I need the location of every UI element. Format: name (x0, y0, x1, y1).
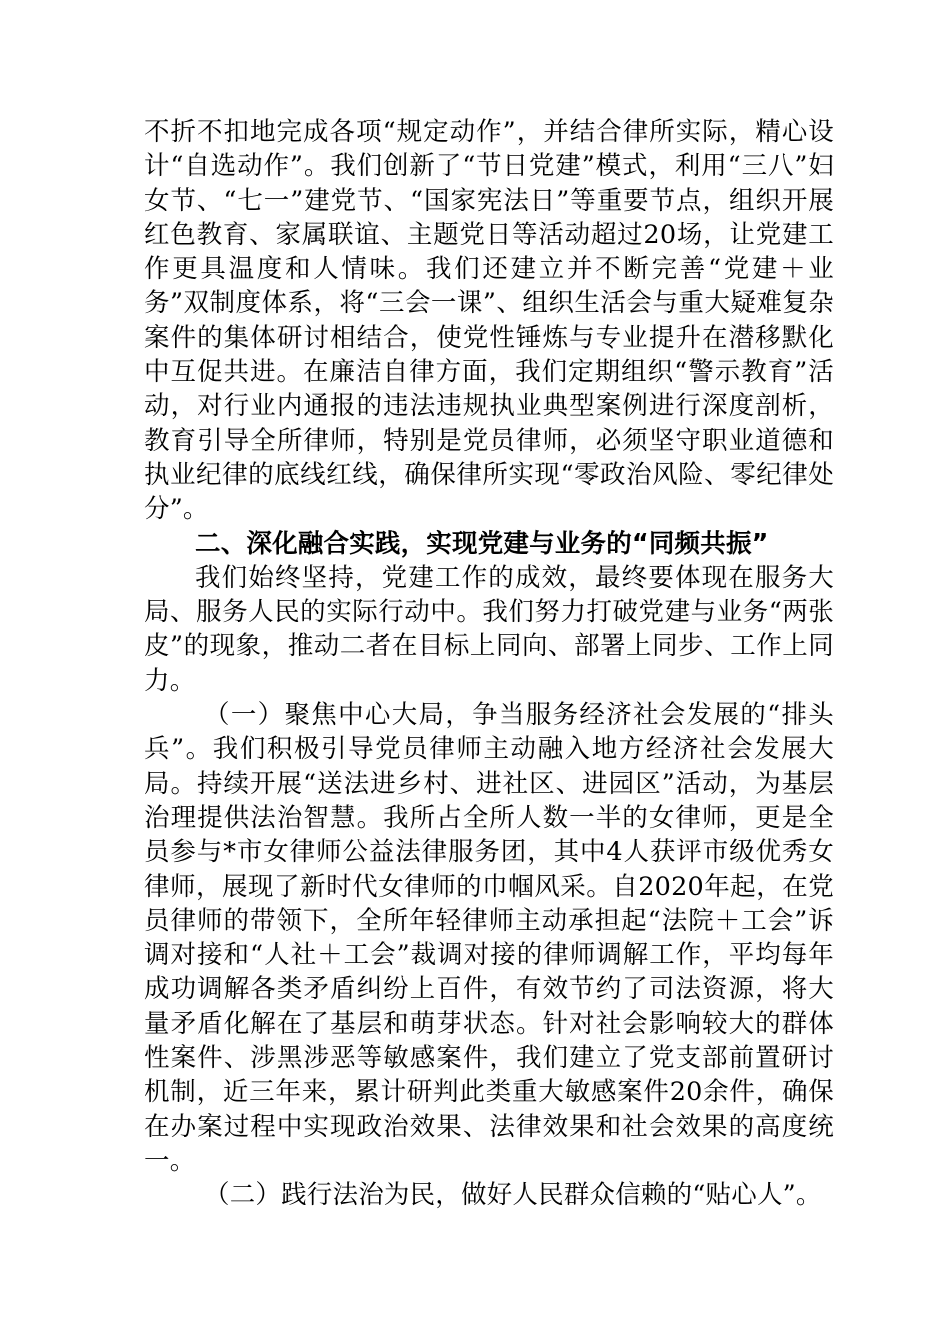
paragraph-party-building-practice: 不折不扣地完成各项“规定动作”，并结合律所实际，精心设计“自选动作”。我们创新了“节日党建”模式，利用“三八”妇女节、“七一”建党节、“国家宪法日”等重要节点，组织开展红色教育、家属联谊、主题党日等活动超过20场，让党建工作更具温度和人情味。我们还建立并不断完善“党建＋业务”双制度体系，将“三会一课”、组织生活会与重大疑难复杂案件的集体研讨相结合，使党性锤炼与专业提升在潜移默化中互促共进。在廉洁自律方面，我们定期组织“警示教育”活动，对行业内通报的违法违规执业典型案例进行深度剖析，教育引导全所律师，特别是党员律师，必须坚守职业道德和执业纪律的底线红线，确保律所实现“零政治风险、零纪律处分”。 (144, 117, 834, 525)
paragraph-integration-intro: 我们始终坚持，党建工作的成效，最终要体现在服务大局、服务人民的实际行动中。我们努力打破党建与业务“两张皮”的现象，推动二者在目标上同向、部署上同步、工作上同力。 (144, 562, 834, 696)
paragraph-subsection-one: （一）聚焦中心大局，争当服务经济社会发展的“排头兵”。我们积极引导党员律师主动融入地方经济社会发展大局。持续开展“送法进乡村、进社区、进园区”活动，为基层治理提供法治智慧。我所占全所人数一半的女律师，更是全员参与*市女律师公益法律服务团，其中4人获评市级优秀女律师，展现了新时代女律师的巾帼风采。自2020年起，在党员律师的带领下，全所年轻律师主动承担起“法院＋工会”诉调对接和“人社＋工会”裁调对接的律师调解工作，平均每年成功调解各类矛盾纠纷上百件，有效节约了司法资源，将大量矛盾化解在了基层和萌芽状态。针对社会影响较大的群体性案件、涉黑涉恶等敏感案件，我们建立了党支部前置研讨机制，近三年来，累计研判此类重大敏感案件20余件，确保在办案过程中实现政治效果、法律效果和社会效果的高度统一。 (144, 700, 834, 1176)
section-heading-integration: 二、深化融合实践，实现党建与业务的“同频共振” (195, 528, 769, 559)
paragraph-subsection-two: （二）践行法治为民，做好人民群众信赖的“贴心人”。 (204, 1180, 822, 1211)
document-body (144, 115, 834, 1213)
